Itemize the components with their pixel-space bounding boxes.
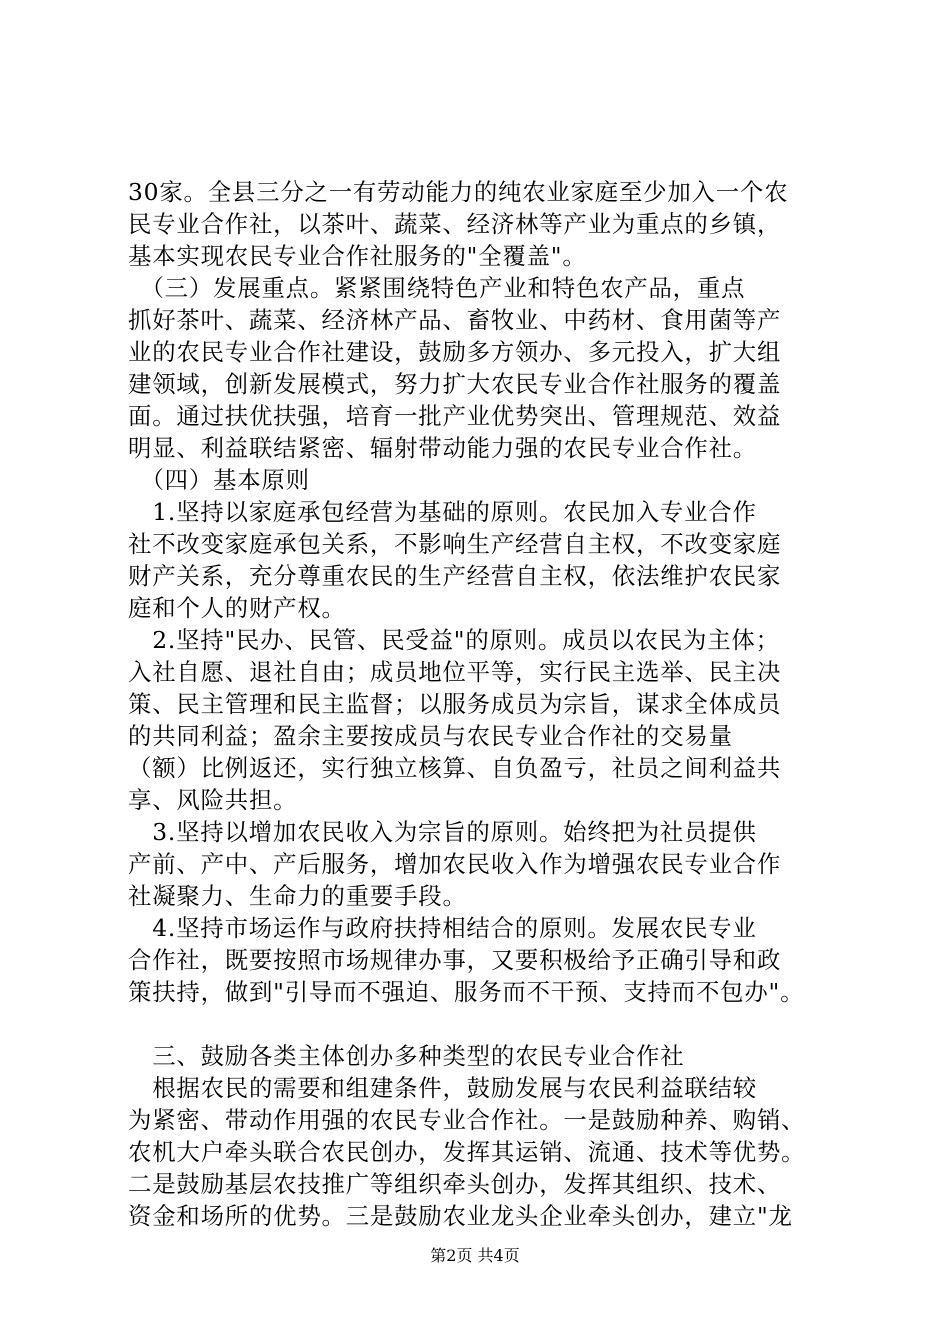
- text-line: 资金和场所的优势。三是鼓励农业龙头企业牵头创办，建立"龙: [128, 1202, 793, 1230]
- text-line: 建领域，创新发展模式，努力扩大农民专业合作社服务的覆盖: [128, 370, 782, 398]
- text-line: 农机大户牵头联合农民创办，发挥其运销、流通、技术等优势。: [128, 1138, 806, 1166]
- text-line: 为紧密、带动作用强的农民专业合作社。一是鼓励种养、购销、: [128, 1106, 806, 1134]
- text-line: 基本实现农民专业合作社服务的"全覆盖"。: [128, 242, 587, 270]
- text-line: 策、民主管理和民主监督；以服务成员为宗旨，谋求全体成员: [128, 690, 782, 718]
- text-line: 面。通过扶优扶强，培育一批产业优势突出、管理规范、效益: [128, 402, 782, 430]
- document-body: [128, 176, 830, 1232]
- text-line: （三）发展重点。紧紧围绕特色产业和特色农产品，重点: [128, 274, 746, 302]
- text-line: 社不改变家庭承包关系，不影响生产经营自主权，不改变家庭: [128, 530, 782, 558]
- text-line: 4.坚持市场运作与政府扶持相结合的原则。发展农民专业: [128, 914, 757, 942]
- text-line: 业的农民专业合作社建设，鼓励多方领办、多元投入，扩大组: [128, 338, 782, 366]
- text-line: 明显、利益联结紧密、辐射带动能力强的农民专业合作社。: [128, 434, 757, 462]
- text-line: 抓好茶叶、蔬菜、经济林产品、畜牧业、中药材、食用菌等产: [128, 306, 782, 334]
- text-line: 三、鼓励各类主体创办多种类型的农民专业合作社: [128, 1042, 685, 1070]
- text-line: （额）比例返还，实行独立核算、自负盈亏，社员之间利益共: [128, 754, 782, 782]
- text-line: （四）基本原则: [128, 466, 310, 494]
- text-line: 30家。全县三分之一有劳动能力的纯农业家庭至少加入一个农: [128, 178, 789, 206]
- text-line: 二是鼓励基层农技推广等组织牵头创办，发挥其组织、技术、: [128, 1170, 782, 1198]
- text-line: 财产关系，充分尊重农民的生产经营自主权，依法维护农民家: [128, 562, 782, 590]
- text-line: 1.坚持以家庭承包经营为基础的原则。农民加入专业合作: [128, 498, 757, 526]
- text-line: 产前、产中、产后服务，增加农民收入作为增强农民专业合作: [128, 850, 782, 878]
- text-line: 根据农民的需要和组建条件，鼓励发展与农民利益联结较: [128, 1074, 757, 1102]
- text-line: 庭和个人的财产权。: [128, 594, 346, 622]
- paragraph-gap: [128, 1008, 830, 1040]
- text-line: 的共同利益；盈余主要按成员与农民专业合作社的交易量: [128, 722, 733, 750]
- text-line: 享、风险共担。: [128, 786, 298, 814]
- text-line: 入社自愿、退社自由；成员地位平等，实行民主选举、民主决: [128, 658, 782, 686]
- text-line: 3.坚持以增加农民收入为宗旨的原则。始终把为社员提供: [128, 818, 757, 846]
- text-line: 2.坚持"民办、民管、民受益"的原则。成员以农民为主体；: [128, 626, 780, 654]
- text-line: 民专业合作社，以茶叶、蔬菜、经济林等产业为重点的乡镇，: [128, 210, 782, 238]
- text-line: 社凝聚力、生命力的重要手段。: [128, 882, 467, 910]
- page-footer: 第2页 共4页: [430, 1246, 520, 1265]
- text-line: 合作社，既要按照市场规律办事，又要积极给予正确引导和政: [128, 946, 782, 974]
- text-line: 策扶持，做到"引导而不强迫、服务而不干预、支持而不包办"。: [128, 978, 805, 1006]
